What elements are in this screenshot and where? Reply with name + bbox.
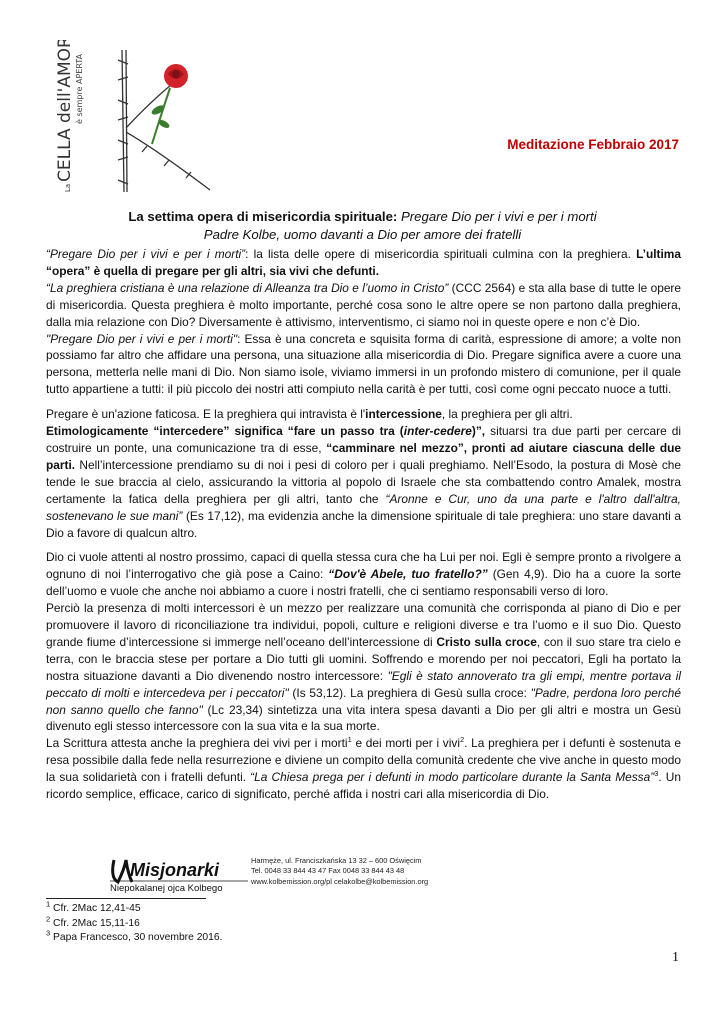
text: (Es 17,12), ma evidenzia anche la dimensione spirituale di tale preghiera: uno stare davanti a Dio a favore di qualcun altro. bbox=[46, 508, 682, 540]
quote: “La Chiesa prega per i defunti in modo particolare durante la Santa Messa” bbox=[250, 770, 655, 785]
quote: “Pregare Dio per i vivi e per i morti” bbox=[46, 247, 246, 261]
paragraph bbox=[46, 600, 681, 735]
text: (Is 53,12). La preghiera di Gesù sulla croce: bbox=[288, 685, 531, 700]
footnote-ref[interactable]: 3 bbox=[654, 769, 659, 779]
text: (Gen 4,9). Dio ha a cuore la sorte dell’uomo e vuole che anche noi abbiamo a cuore i nostri fratelli, che ci sentiamo responsabili verso di loro. bbox=[46, 567, 681, 599]
text: . La preghiera per i defunti è sostenuta e resa possibile dalla fede nella resurrezione e diviene un compito della comunità credente che vive anche in questo modo la sua solidarietà con i fratelli defunti. bbox=[46, 736, 681, 785]
emphasis: inter-cedere bbox=[403, 424, 472, 439]
emphasis: L’ultima “opera” è quella di pregare per gli altri, sia vivi che defunti. bbox=[46, 247, 681, 278]
footnotes bbox=[46, 899, 223, 946]
logo-la-text: La bbox=[64, 183, 72, 192]
quote: “Dov'è Abele, tuo fratello?” bbox=[328, 567, 488, 582]
brand-subtitle: Niepokalanej ojca Kolbego bbox=[110, 883, 223, 894]
headline-subtitle: Padre Kolbe, uomo davanti a Dio per amore dei fratelli bbox=[203, 227, 522, 242]
text: , la preghiera per gli altri. bbox=[441, 407, 573, 422]
phone-line: Tel. 0048 33 844 43 47 Fax 0048 33 844 43 48 bbox=[251, 866, 405, 876]
quote: “La preghiera cristiana è una relazione di Alleanza tra Dio e l’uomo in Cristo” bbox=[46, 280, 449, 295]
footnote: $^3$ Papa Francesco, 30 novembre 2016. bbox=[46, 928, 223, 943]
paragraph bbox=[46, 246, 681, 280]
quote: "Egli è stato annoverato tra gli empi, mentre portava il peccato di molti e intercedeva per i peccatori" bbox=[46, 668, 681, 700]
text: . Un ricordo semplice, efficace, carico di significato, perché affida i nostri cari alla misericordia di Dio. bbox=[46, 770, 682, 802]
logo-main-text: CELLA dell'AMORE bbox=[55, 40, 75, 182]
address-line: Harmęże, ul. Franciszkańska 13 32 – 600 Oświęcim bbox=[251, 856, 422, 865]
emphasis: )”, bbox=[471, 424, 486, 439]
text: Nell’intercessione prendiamo su di noi i pesi di coloro per i quali preghiamo. Nell’Esodo, la postura di Mosè che tende le sue braccia al cielo, assicurando la vittoria al popolo di Israele che sta combattendo contro Amalek, mostra certamente la fatica della preghiera per gli altri, tanto che bbox=[46, 457, 681, 506]
emphasis: “camminare nel mezzo”, pronti ad aiutare ciascuna delle due parti. bbox=[46, 440, 681, 472]
quote: "Pregare Dio per i vivi e per i morti" bbox=[46, 331, 238, 346]
rose-icon bbox=[150, 64, 188, 144]
text: situarsi tra due parti per cercare di costruire un ponte, una comunicazione tra di esse, bbox=[46, 424, 681, 455]
text: : Essa è una concreta e squisita forma di carità, espressione di amore; a volte non possiamo far altro che affidare una persona, una situazione alla misericordia di Dio. Pregare significa avere a cuore una persona, metterla nelle mani di Dio. Non siamo isole, viviamo immersi in un profondo mistero di comunione, per il quale tutto appartiene a tutti: il più piccolo dei nostri atti compiuto nella carità è per tutti, così come ogni peccato nuoce a tutti. bbox=[46, 331, 681, 397]
emphasis: Etimologicamente “intercedere” significa “fare un passo tra ( bbox=[46, 424, 404, 439]
headline-italic: Pregare Dio per i vivi e per i morti bbox=[397, 209, 597, 224]
quote: "Padre, perdona loro perché non sanno quello che fanno" bbox=[46, 685, 681, 717]
article-body bbox=[46, 246, 681, 803]
paragraph bbox=[46, 280, 681, 331]
logo-sub-text: è sempre APERTA bbox=[75, 53, 84, 124]
paragraph bbox=[46, 331, 681, 399]
web-email-line[interactable]: www.kolbemission.org/pl celakolbe@kolbemission.org bbox=[251, 876, 429, 886]
text: Pregare è un'azione faticosa. E la preghiera qui intravista è l' bbox=[46, 407, 366, 422]
emphasis: Cristo sulla croce bbox=[436, 634, 537, 649]
footnote-ref[interactable]: 1 bbox=[347, 735, 352, 745]
paragraph bbox=[46, 406, 681, 423]
paragraph bbox=[46, 735, 681, 803]
footnote: $^2$ Cfr. 2Mac 15,11-16 bbox=[46, 914, 140, 929]
paragraph bbox=[46, 549, 681, 600]
meditation-title: Meditazione Febbraio 2017 bbox=[507, 137, 679, 152]
footnote-ref[interactable]: 2 bbox=[459, 735, 465, 745]
text: : la lista delle opere di misericordia spirituali culmina con la preghiera. bbox=[245, 247, 637, 261]
text: (CCC 2564) e sta alla base di tutte le opere di misericordia. Questa preghiera è molto importante, perché cosa sono le altre opere se non partono dalla preghiera, dalla mia relazione con Dio? Diversamente è attivismo, interventismo, ci siamo noi in queste opere e non c’è Dio. bbox=[46, 280, 682, 329]
contact-address bbox=[251, 856, 428, 887]
text: , con il suo stare tra cielo e terra, con le braccia stese per portare a Dio tutti gli uomini. Soffrendo e morendo per noi peccatori, Egli ha portato la nostra situazione davanti a Dio divenendo nostro intercessore: bbox=[46, 634, 681, 683]
footnote-divider bbox=[46, 898, 206, 899]
text: e dei morti per i vivi bbox=[351, 736, 460, 751]
cella-amore-logo bbox=[52, 40, 222, 200]
emphasis: intercessione bbox=[365, 407, 442, 422]
footnote: $^1$ Cfr. 2Mac 12,41-45 bbox=[46, 899, 141, 914]
page-number: 1 bbox=[672, 950, 679, 965]
headline-bold: La settima opera di misericordia spirituale: bbox=[128, 209, 398, 224]
misjonarki-logo bbox=[108, 852, 258, 898]
text: Dio ci vuole attenti al nostro prossimo, capaci di quella stessa cura che ha Lui per noi. Egli è sempre pronto a rivolgere a ognuno di noi l’interrogativo che già pose a Caino: bbox=[46, 550, 681, 582]
text: La Scrittura attesta anche la preghiera dei vivi per i morti bbox=[46, 736, 348, 751]
text: (Lc 23,34) sintetizza una vita intera spesa davanti a Dio per gli altri e mostra un Gesù divenuto egli stesso intercessore con la sua vita e la sua morte. bbox=[46, 702, 681, 734]
brand-name: Misjonarki bbox=[130, 860, 220, 880]
text: Perciò la presenza di molti intercessori è un mezzo per realizzare una comunità che corrisponda al piano di Dio e per promuovere il lavoro di riconciliazione tra individui, popoli, culture e religioni diverse e tra l’uomo e il suo Dio. Questo grande fiume d’intercessione si immerge nell’oceano dell’intercessione di bbox=[46, 601, 681, 649]
quote: “Aronne e Cur, uno da una parte e l'altro dall'altra, sostenevano le sue mani” bbox=[46, 491, 681, 523]
paragraph bbox=[46, 423, 681, 541]
page-headline bbox=[46, 208, 679, 244]
